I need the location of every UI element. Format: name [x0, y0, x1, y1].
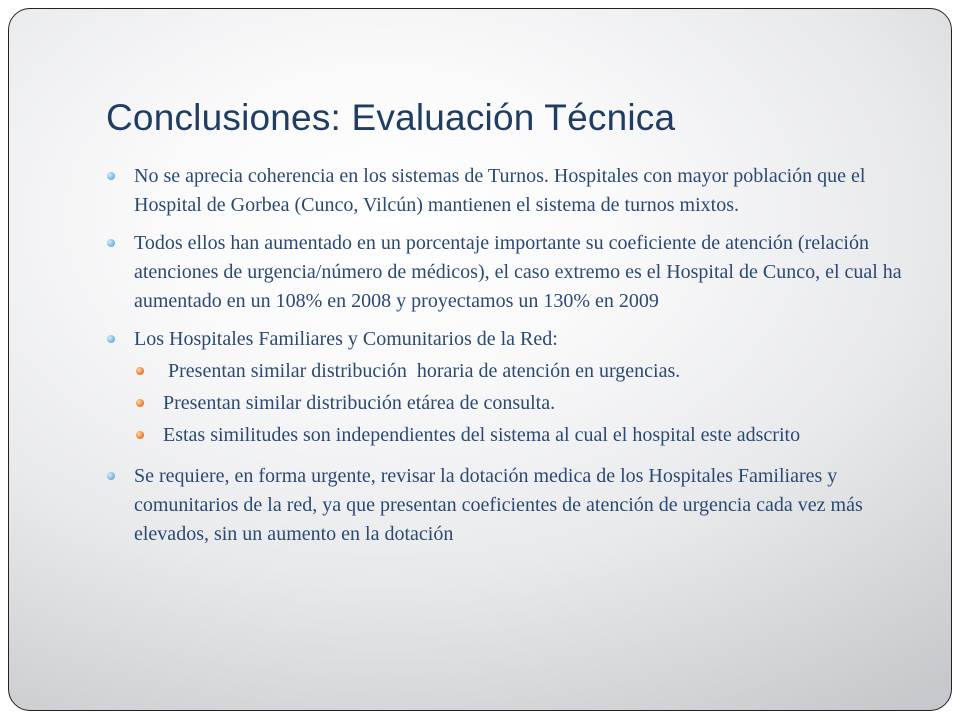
bullet-text: Se requiere, en forma urgente, revisar la dotación medica de los Hospitales Familiares y comunitarios de la red, ya que presentan coeficientes de atención de urgencia cada vez más elevados, sin un aumento en la dotación: [134, 465, 863, 545]
slide: [8, 8, 952, 711]
sub-bullet-item: [134, 357, 905, 386]
bullet-text: Todos ellos han aumentado en un porcentaje importante su coeficiente de atención (relación atenciones de urgencia/número de médicos), el caso extremo es el Hospital de Cunco, el cual ha aumentado en un 108% en 2008 y proyectamos un 130% en 2009: [134, 232, 902, 312]
bullet-dot-icon: [107, 172, 115, 180]
sub-bullet-text: Presentan similar distribución horaria de atención en urgencias.: [163, 360, 681, 382]
bullet-dot-icon: [107, 472, 115, 480]
sub-bullet-text: Estas similitudes son independientes del sistema al cual el hospital este adscrito: [163, 424, 801, 446]
slide-title: Conclusiones: Evaluación Técnica: [106, 97, 676, 138]
sub-bullet-dot-icon: [136, 367, 144, 375]
bullet-item: [105, 462, 905, 549]
bullet-dot-icon: [107, 335, 115, 343]
bullet-item: [105, 229, 905, 316]
slide-body: [105, 162, 905, 558]
bullet-text: No se aprecia coherencia en los sistemas de Turnos. Hospitales con mayor población que el Hospital de Gorbea (Cunco, Vilcún) mantienen el sistema de turnos mixtos.: [134, 165, 866, 216]
sub-bullet-dot-icon: [136, 431, 144, 439]
bullet-text: Los Hospitales Familiares y Comunitarios de la Red:: [134, 328, 558, 350]
sub-bullet-item: [134, 421, 905, 450]
bullet-item: [105, 162, 905, 220]
bullet-item: [105, 325, 905, 450]
bullet-list: [105, 162, 905, 549]
bullet-dot-icon: [107, 239, 115, 247]
sub-bullet-dot-icon: [136, 399, 144, 407]
sub-bullet-list: [134, 357, 905, 450]
sub-bullet-text: Presentan similar distribución etárea de consulta.: [163, 392, 556, 414]
sub-bullet-item: [134, 389, 905, 418]
